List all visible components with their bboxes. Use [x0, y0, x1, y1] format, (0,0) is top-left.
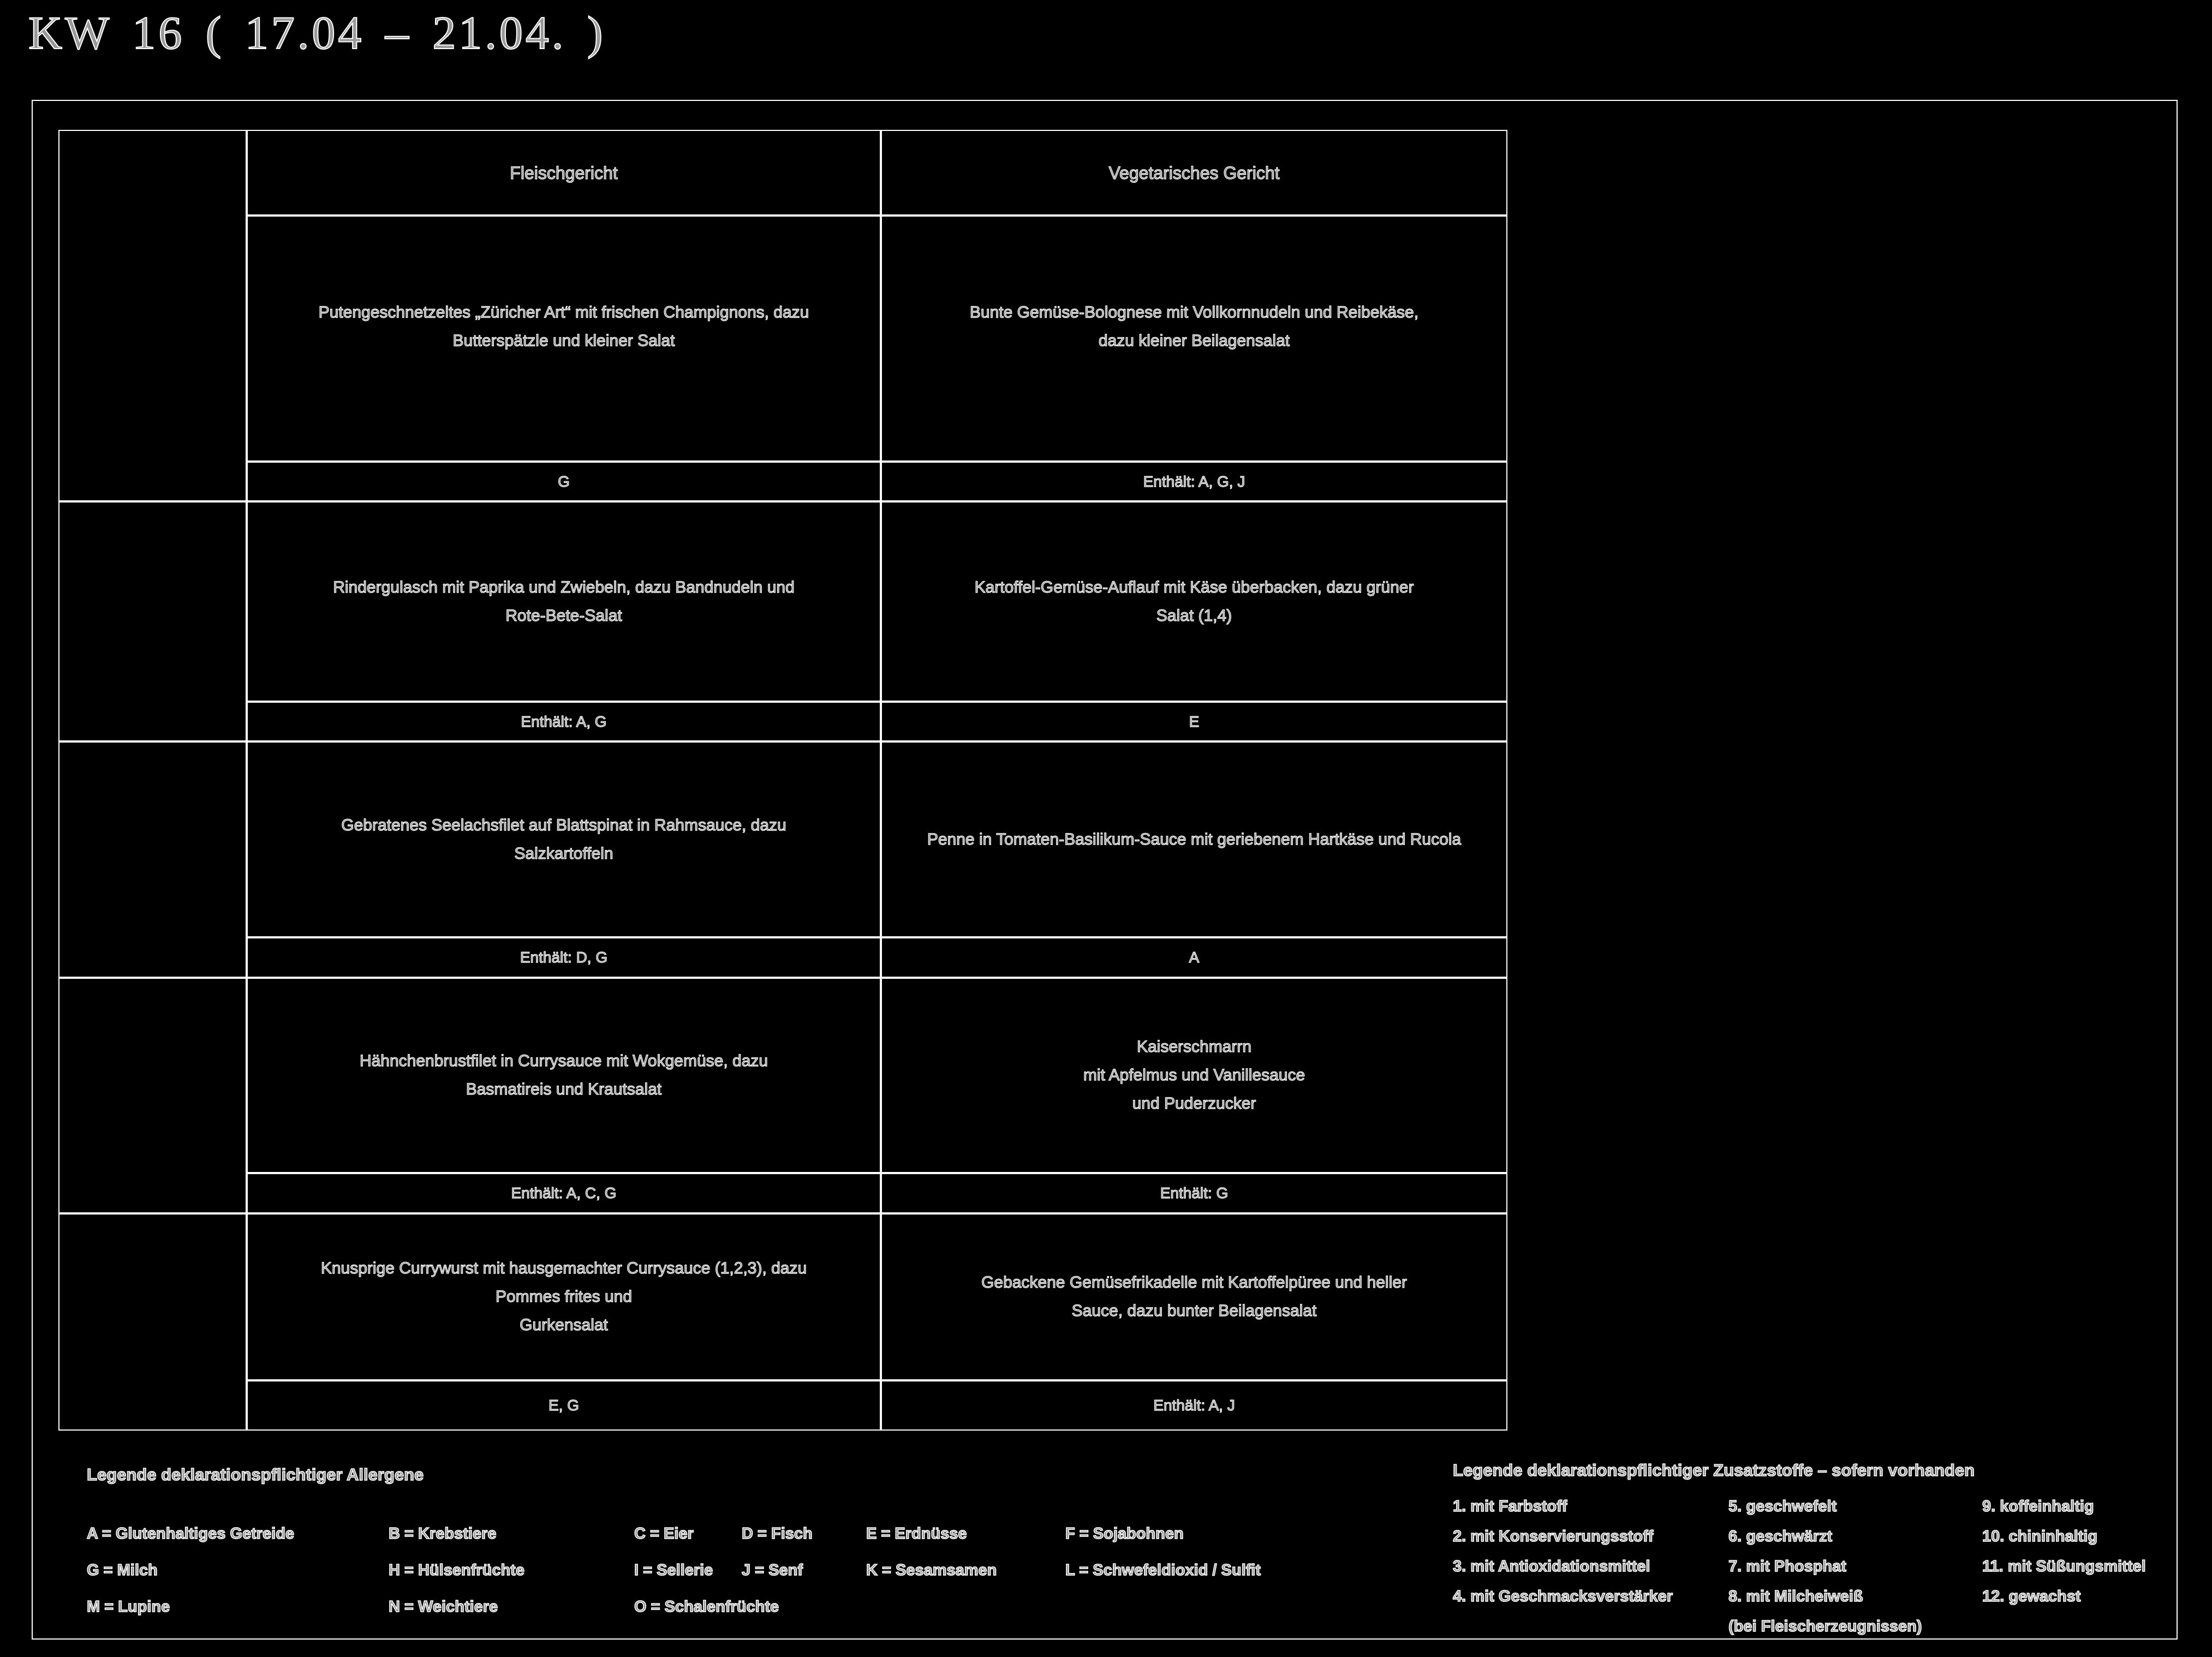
meal-line: Hähnchenbrustfilet in Currysauce mit Wokgemüse, dazu	[359, 1052, 768, 1070]
meal-line: Kaiserschmarrn	[1136, 1038, 1252, 1056]
legend-entry: K = Sesamsamen	[866, 1562, 997, 1579]
meal-line: Rindergulasch mit Paprika und Zwiebeln, dazu Bandnudeln und	[333, 578, 795, 596]
meal-cell-veg	[881, 978, 1507, 1173]
legend-title: Legende deklarationspflichtiger Zusatzstoffe – sofern vorhanden	[1453, 1461, 1975, 1480]
allergen-cell-meat	[247, 1380, 881, 1431]
meal-line: mit Apfelmus und Vanillesauce	[1083, 1066, 1305, 1084]
allergen-cell-meat	[247, 1173, 881, 1213]
meal-line: Gebackene Gemüsefrikadelle mit Kartoffelpüree und heller	[981, 1273, 1407, 1291]
legend-entry: O = Schalenfrüchte	[634, 1598, 779, 1616]
legend-entry: 2. mit Konservierungsstoff	[1453, 1528, 1654, 1545]
meal-cell-veg	[881, 741, 1507, 937]
col-header-veg	[881, 130, 1507, 216]
meal-cell-meat	[247, 741, 881, 937]
meal-cell-meat	[247, 216, 881, 462]
meal-line: Bunte Gemüse-Bolognese mit Vollkornnudeln und Reibekäse,	[969, 303, 1419, 321]
meal-line: Penne in Tomaten-Basilikum-Sauce mit geriebenem Hartkäse und Rucola	[927, 830, 1462, 848]
legend-entry: 11. mit Süßungsmittel	[1982, 1558, 2146, 1575]
meal-cell-meat	[247, 1213, 881, 1380]
allergen-codes: Enthält: A, J	[1153, 1397, 1235, 1414]
allergen-cell-meat	[247, 462, 881, 501]
meal-line: Putengeschnetzeltes „Züricher Art“ mit frischen Champignons, dazu	[318, 303, 809, 321]
page-title: KW 16 ( 17.04 – 21.04. )	[28, 7, 606, 59]
meal-line: Rote-Bete-Salat	[505, 606, 622, 625]
legend-entry: N = Weichtiere	[389, 1598, 498, 1616]
legend-entry: L = Schwefeldioxid / Sulfit	[1065, 1562, 1261, 1579]
meal-cell-meat	[247, 501, 881, 702]
meal-line: Knusprige Currywurst mit hausgemachter Currysauce (1,2,3), dazu	[320, 1259, 807, 1277]
day-cell	[58, 130, 247, 501]
menu-sheet	[32, 100, 2178, 1640]
legend-entry: F = Sojabohnen	[1065, 1525, 1184, 1542]
meal-line: Salat (1,4)	[1156, 606, 1232, 625]
col-header-meat	[247, 130, 881, 216]
allergen-codes: E	[1189, 713, 1200, 730]
allergen-cell-veg	[881, 462, 1507, 501]
legend-entry: A = Glutenhaltiges Getreide	[87, 1525, 295, 1542]
legend-entry: 12. gewachst	[1982, 1588, 2081, 1605]
allergen-cell-meat	[247, 702, 881, 741]
allergen-cell-meat	[247, 937, 881, 978]
meal-cell-veg	[881, 216, 1507, 462]
day-cell	[58, 501, 247, 741]
legend-title: Legende deklarationspflichtiger Allergene	[87, 1465, 424, 1484]
legend-entry: 7. mit Phosphat	[1728, 1558, 1846, 1575]
allergen-codes: A	[1189, 949, 1200, 966]
allergen-codes: Enthält: D, G	[520, 949, 608, 966]
meal-line: dazu kleiner Beilagensalat	[1098, 332, 1290, 350]
legend-entry: 1. mit Farbstoff	[1453, 1498, 1567, 1515]
meal-line: Pommes frites und	[495, 1288, 633, 1306]
legend-entry: C = Eier	[634, 1525, 694, 1542]
allergen-codes: E, G	[548, 1397, 579, 1414]
meal-line: Kartoffel-Gemüse-Auflauf mit Käse überbacken, dazu grüner	[974, 578, 1414, 596]
allergen-codes: Enthält: A, C, G	[511, 1185, 617, 1201]
meal-line: Salzkartoffeln	[514, 844, 613, 863]
meal-line: Butterspätzle und kleiner Salat	[452, 332, 675, 350]
legend-entry: E = Erdnüsse	[866, 1525, 967, 1542]
legend-entry: 9. koffeinhaltig	[1982, 1498, 2094, 1515]
allergen-cell-veg	[881, 937, 1507, 978]
allergen-codes: Enthält: A, G, J	[1143, 472, 1245, 490]
legend-entry: 10. chininhaltig	[1982, 1528, 2098, 1545]
legend-entry: J = Senf	[742, 1562, 803, 1579]
legend-entry: 3. mit Antioxidationsmittel	[1453, 1558, 1650, 1575]
legend-entry: H = Hülsenfrüchte	[389, 1562, 524, 1579]
allergen-cell-veg	[881, 1173, 1507, 1213]
allergen-codes: G	[558, 472, 570, 490]
col-header-veg-label: Vegetarisches Gericht	[1108, 163, 1280, 183]
legend-entry: G = Milch	[87, 1562, 158, 1579]
legend-entry: B = Krebstiere	[389, 1525, 497, 1542]
day-cell	[58, 741, 247, 978]
day-cell	[58, 978, 247, 1213]
legend-entry: 5. geschwefelt	[1728, 1498, 1837, 1515]
legend-entry: D = Fisch	[742, 1525, 813, 1542]
meal-line: Gurkensalat	[520, 1316, 608, 1334]
col-header-meat-label: Fleischgericht	[510, 163, 618, 183]
meal-line: Basmatireis und Krautsalat	[466, 1080, 662, 1098]
allergen-codes: Enthält: A, G	[521, 713, 607, 730]
allergen-codes: Enthält: G	[1160, 1185, 1229, 1201]
legend-entry: M = Lupine	[87, 1598, 170, 1616]
allergen-cell-veg	[881, 702, 1507, 741]
legend-entry: 8. mit Milcheiweiß	[1728, 1588, 1863, 1605]
legend-entry: 6. geschwärzt	[1728, 1528, 1833, 1545]
meal-line: Sauce, dazu bunter Beilagensalat	[1071, 1302, 1317, 1320]
meal-cell-veg	[881, 501, 1507, 702]
day-cell	[58, 1213, 247, 1431]
meal-line: Gebratenes Seelachsfilet auf Blattspinat in Rahmsauce, dazu	[341, 816, 786, 834]
meal-cell-veg	[881, 1213, 1507, 1380]
legend-entry: I = Sellerie	[634, 1562, 713, 1579]
legend-entry: 4. mit Geschmacksverstärker	[1453, 1588, 1673, 1605]
meal-line: und Puderzucker	[1132, 1094, 1256, 1112]
legend-entry-note: (bei Fleischerzeugnissen)	[1728, 1618, 1922, 1635]
allergen-cell-veg	[881, 1380, 1507, 1431]
meal-cell-meat	[247, 978, 881, 1173]
